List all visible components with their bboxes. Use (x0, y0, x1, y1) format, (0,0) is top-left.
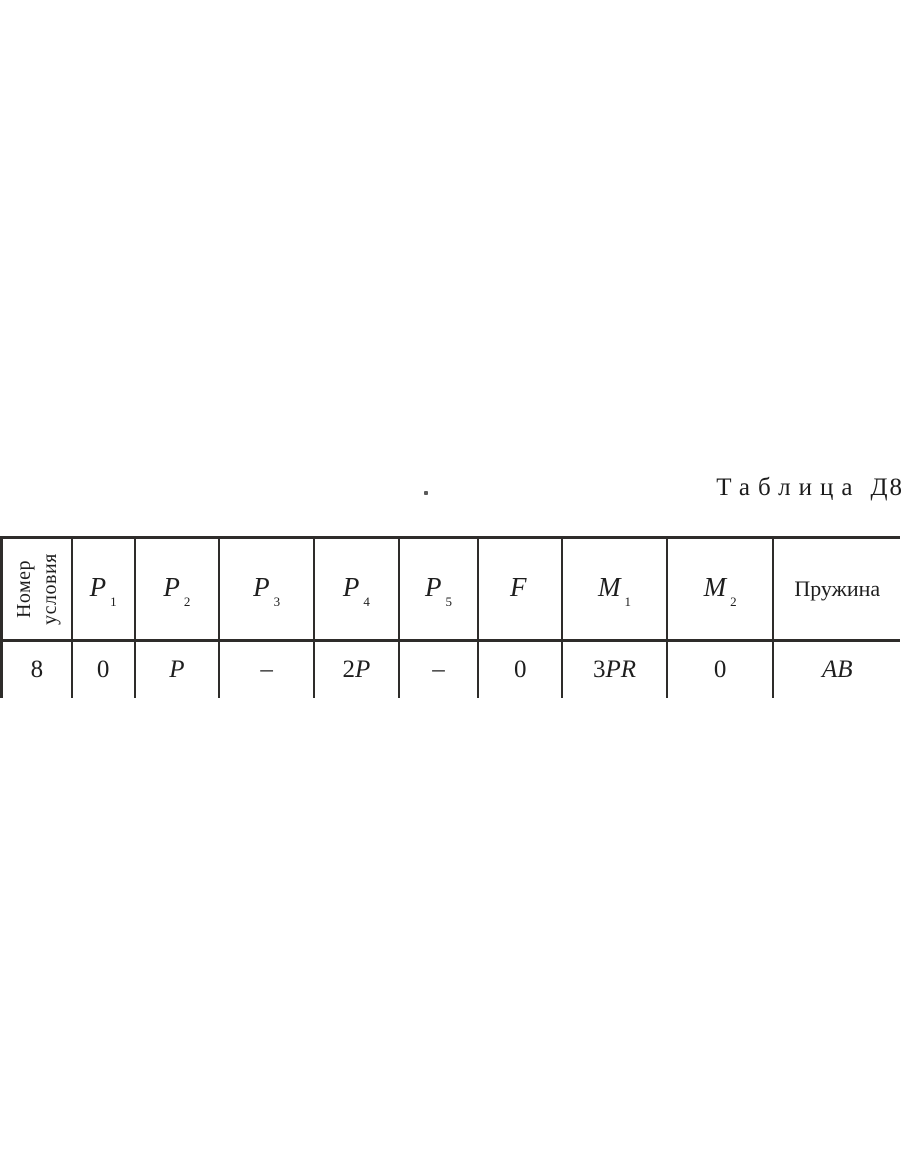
cell-p1: 0 (73, 642, 136, 698)
cell-p4: 2P (315, 642, 400, 698)
header-cell-spring: Пружина (794, 576, 881, 601)
data-row (3, 642, 900, 698)
header-cell-m2: M $_2$ (668, 539, 775, 639)
header-cell-p4: P $_4$ (315, 539, 400, 639)
table-title (716, 474, 904, 502)
rotated-header-label (11, 553, 63, 625)
header-cell-p2: P $_2$ (136, 539, 221, 639)
rotated-header-line2: условия (38, 553, 61, 625)
cell-spring: AB (821, 656, 853, 683)
cell-number: 8 (3, 642, 73, 698)
header-cell-p1: P $_1$ (73, 539, 136, 639)
header-cell-f: F (479, 539, 563, 639)
cell-m1: 3PR (563, 642, 668, 698)
cell-p5: – (400, 642, 480, 698)
header-cell-p5: P $_5$ (400, 539, 480, 639)
cell-p2: P (136, 642, 221, 698)
cell-m2: 0 (668, 642, 775, 698)
rotated-header-line1: Номер (12, 559, 35, 619)
table-title-word: Таблица (716, 474, 861, 501)
header-cell-p3: P $_3$ (220, 539, 315, 639)
ink-speck (424, 491, 428, 495)
header-cell-m1: M $_1$ (563, 539, 668, 639)
header-cell-number (3, 539, 73, 639)
cell-f: 0 (479, 642, 563, 698)
cell-p3: – (220, 642, 315, 698)
table-title-code: Д8 (870, 474, 904, 501)
header-row (3, 539, 900, 642)
conditions-table (0, 536, 900, 698)
